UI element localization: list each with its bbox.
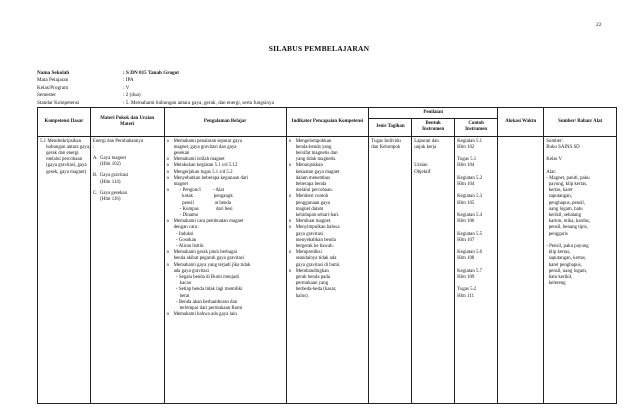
pengalaman-item-line: terlempar dari permukaan Bumi xyxy=(173,306,243,312)
sumber-line: saputangan, xyxy=(546,194,572,200)
bullet-icon: o xyxy=(166,312,170,318)
cell-kompetensi-dasar xyxy=(38,136,91,403)
bullet-icon: o xyxy=(166,219,170,225)
header-sumber: Sumber/ Bahan/ Alat xyxy=(544,108,617,137)
header-contoh-instrumen: Contoh Instrumen xyxy=(455,119,498,136)
sumber-line: kertas, karet xyxy=(546,188,573,194)
meta-value: : V xyxy=(123,84,130,91)
pengalaman-item-line: magnet xyxy=(173,182,188,188)
contoh-line: Kegiatan 5.4 xyxy=(457,213,483,219)
sumber-line: kerikil, sebatang xyxy=(546,213,582,219)
indikator-item-line: gaya gravitasi di bumi. xyxy=(295,262,341,268)
indikator-item xyxy=(289,139,367,164)
syllabus-table xyxy=(37,107,617,404)
meta-row-semester xyxy=(37,92,274,99)
materi-item-b: B. Gaya gravitasi xyxy=(92,173,129,179)
cell-bentuk-instrumen xyxy=(412,136,455,403)
sumber-line: batu kerikil, xyxy=(546,275,573,281)
contoh-line: Kegiatan 5.1 xyxy=(457,138,483,144)
pengalaman-item-line: Melakukan kegiatan 5.1 s/d 5.12 xyxy=(173,163,238,169)
pengalaman-item-line: - Kompas dari besi xyxy=(173,206,233,212)
meta-value: : 2 (dua) xyxy=(123,92,141,99)
pengalaman-item xyxy=(167,219,284,250)
meta-label: Mata Pelajaran xyxy=(37,77,69,84)
indikator-item xyxy=(289,225,367,250)
pengalaman-item-line: Memahami gerak jatuh berbagai xyxy=(173,250,237,256)
materi-intro: : xyxy=(92,144,95,150)
header-alokasi: Alokasi Waktu xyxy=(498,108,544,137)
pengalaman-item-line: kotak pengangk xyxy=(173,194,233,200)
kd-line: (gaya gravitasi, gaya xyxy=(40,163,87,169)
contoh-line: Hlm 102 xyxy=(457,144,475,150)
meta-label: Standar Kompetensi xyxy=(37,99,80,106)
pengalaman-item-line: - Penguncî - Alat xyxy=(173,188,224,194)
pengalaman-item-line: Memahami cara pembuatan magnet xyxy=(173,219,244,225)
pengalaman-item xyxy=(167,263,284,313)
sumber-line: karet penghapus, xyxy=(546,262,582,268)
contoh-line: Hlm 105 xyxy=(457,200,475,206)
contoh-line: Kegiatan 5.2 xyxy=(457,175,483,181)
cell-materi xyxy=(90,136,164,403)
jenis-line: dan Kelompok xyxy=(371,144,401,150)
kd-line: melalui percobaan xyxy=(40,157,83,163)
page-title: SILABUS PEMBELAJARAN xyxy=(268,44,370,53)
indikator-item xyxy=(289,194,367,219)
bullet-icon: o xyxy=(166,169,170,175)
cell-jenis-tagihan xyxy=(369,136,412,403)
sumber-line: Kelas V xyxy=(546,157,563,163)
materi-item-b-page: (Hlm 114) xyxy=(92,179,121,185)
indikator-item-line: Menunjukkan xyxy=(295,163,323,169)
header-materi: Materi Pokok dan Uraian Materi xyxy=(90,108,164,137)
contoh-line: Tugas 5.1 xyxy=(457,157,477,163)
pengalaman-item-line: - Aliran listrik xyxy=(173,244,204,250)
contoh-line: Hlm 107 xyxy=(457,237,475,243)
pengalaman-item-line: Menyebutkan beberapa kegunaan dari xyxy=(173,175,249,181)
bullet-icon: o xyxy=(166,250,170,256)
indikator-item-line: magnet dalam xyxy=(295,206,324,212)
indikator-item-line: permukaan yang xyxy=(295,281,329,287)
indikator-item-line: seandainya tidak ada xyxy=(295,256,337,262)
indikator-item xyxy=(289,269,367,300)
pengalaman-item-line: - Dinamo xyxy=(173,213,199,219)
meta-row-standard xyxy=(37,100,274,107)
contoh-line: Hlm 111 xyxy=(457,293,475,299)
indikator-item-line: Membandingkan xyxy=(295,268,329,274)
indikator-item-line: dalam menembus xyxy=(295,175,331,181)
materi-item-a-page: (Hlm 102) xyxy=(92,162,121,168)
indikator-item-line: Memberi contoh xyxy=(295,194,329,200)
contoh-line: Hlm 109 xyxy=(457,275,475,281)
header-pengalaman: Pengalaman Belajar xyxy=(164,108,286,137)
sumber-line: saputangan, kertas, xyxy=(546,256,587,262)
indikator-item-line: halus). xyxy=(295,293,309,299)
kd-line: hubungan antara gaya, xyxy=(40,144,91,150)
indikator-item-line: benda-benda yang xyxy=(295,144,332,150)
cell-indikator xyxy=(286,136,369,403)
materi-item-c-page: (Hlm 116) xyxy=(92,197,121,203)
bullet-icon: o xyxy=(166,188,170,194)
bullet-icon: o xyxy=(166,138,170,144)
header-indikator: Indikator Pencapaian Kompetensi xyxy=(286,108,369,137)
meta-value: : S DN 015 Tanah Grogot xyxy=(123,70,179,76)
bullet-icon: o xyxy=(288,194,292,200)
contoh-line: Tugas 5.2 xyxy=(457,287,477,293)
bentuk-line: Objektif xyxy=(414,169,431,175)
pengalaman-item-line: - Segala benda di Bumi menjadi xyxy=(173,275,239,281)
contoh-line: Kegiatan 5.3 xyxy=(457,194,483,200)
pengalaman-item-line: Mengerjakan tugas 5.1 s/d 5.2 xyxy=(173,169,233,175)
indikator-item-line: melalui percobaan. xyxy=(295,188,333,194)
bullet-icon: o xyxy=(166,163,170,169)
bentuk-line: unjuk kerja xyxy=(414,144,437,150)
indikator-item-line: beberapa benda xyxy=(295,182,327,188)
sumber-line: - Pensil, paku payung xyxy=(546,244,589,250)
pengalaman-item-line: - Setiap benda tidak lagi memiliki xyxy=(173,287,243,293)
sumber-line: pensil, uang logam, xyxy=(546,268,588,274)
kd-line: gesek, gaya magnet) xyxy=(40,169,87,175)
contoh-line: Hlm 104 xyxy=(457,163,475,169)
pengalaman-item-line: kacau xyxy=(173,281,192,287)
indikator-item-line: yang tidak magnetis. xyxy=(295,157,337,163)
pengalaman-item xyxy=(167,312,284,318)
sumber-line: penghapus, pensil, xyxy=(546,200,585,206)
pengalaman-item-line: Memahami penalaran seputar gaya xyxy=(173,138,242,144)
sumber-line: klip kertas, xyxy=(546,250,571,256)
indikator-item-line: Mengelompokkan xyxy=(295,138,332,144)
pengalaman-item-line: - Induksi xyxy=(173,231,194,237)
page-number: 22 xyxy=(596,22,602,28)
meta-value: : 5. Memahami hubungan antara gaya, gerak, dan energi, serta fungsinya xyxy=(123,99,274,106)
bullet-icon: o xyxy=(288,268,292,274)
pengalaman-item-line: - Benda akan berhamburan dan xyxy=(173,299,238,305)
cell-contoh-instrumen xyxy=(455,136,498,403)
materi-intro: Energi dan Perubahannya xyxy=(92,138,143,144)
materi-item-c: C. Gaya gesekan xyxy=(92,190,128,196)
sumber-line: Sumber: xyxy=(546,138,563,144)
indikator-item-line: bersifat magnetis dan xyxy=(295,151,338,157)
meta-label: Kelas/Program xyxy=(37,84,69,91)
meta-label: Semester xyxy=(37,92,57,99)
meta-row-school xyxy=(37,70,274,77)
sumber-line: uang logam, batu xyxy=(546,206,583,212)
indikator-item-line: gaya gravitasi xyxy=(295,231,324,237)
kd-line: gerak dan energi xyxy=(40,151,79,157)
indikator-item xyxy=(289,250,367,269)
contoh-line: Hlm 104 xyxy=(457,182,475,188)
cell-alokasi-waktu xyxy=(498,136,544,403)
header-jenis-tagihan: Jenis Tagihan xyxy=(369,119,412,136)
bullet-icon: o xyxy=(166,262,170,268)
kd-line: 5.1 Mendeskripsikan xyxy=(40,138,82,144)
meta-value: : IPA xyxy=(123,77,134,84)
sumber-line: karton, mika, kardus, xyxy=(546,219,591,225)
sumber-line: kelereng xyxy=(546,281,566,287)
pengalaman-item xyxy=(167,176,284,188)
pengalaman-item xyxy=(167,188,284,219)
bullet-icon: o xyxy=(288,163,292,169)
contoh-line: Hlm 106 xyxy=(457,219,475,225)
bentuk-line: Uraian xyxy=(414,163,428,169)
sumber-line: Buku SAINS SD xyxy=(546,144,580,150)
indikator-item-line: penggunaan gaya xyxy=(295,200,330,206)
pengalaman-item-line: benda akibat pegaruh gaya gravitasi xyxy=(173,256,244,262)
sumber-line: - Magnet, paniti, paku xyxy=(546,175,590,181)
pengalaman-item-line: - Gosokan xyxy=(173,237,197,243)
indikator-item-line: Memprediksi xyxy=(295,250,322,256)
meta-label: Nama Sekolah xyxy=(37,70,70,76)
contoh-line: Kegiatan 5.5 xyxy=(457,231,483,237)
bentuk-line: Laporan dan xyxy=(414,138,439,144)
indikator-item-line: menyebabkan benda xyxy=(295,237,336,243)
indikator-item xyxy=(289,163,367,194)
pengalaman-item-line: ada gaya gravitasi xyxy=(173,268,209,274)
bullet-icon: o xyxy=(288,219,292,225)
bullet-icon: o xyxy=(166,157,170,163)
indikator-item-line: Menyimpulkan bahwa xyxy=(295,225,340,231)
pengalaman-item-line: Memahami bahwa ada gaya lain xyxy=(173,312,237,318)
meta-row-subject xyxy=(37,77,274,84)
bullet-icon: o xyxy=(166,175,170,181)
materi-item-a: A. Gaya magnet xyxy=(92,156,126,162)
contoh-line: Kegiatan 5.6 xyxy=(457,250,483,256)
cell-sumber xyxy=(544,136,617,403)
pengalaman-item-line: pensil at benda xyxy=(173,200,232,206)
sumber-line: Alat: xyxy=(546,169,557,175)
sumber-line: pensil, benang tipis, xyxy=(546,225,588,231)
indikator-item-line: kekuatan gaya magnet xyxy=(295,169,340,175)
contoh-line: Kegiatan 5.7 xyxy=(457,268,483,274)
header-penilaian: Penilaian xyxy=(369,108,498,119)
pengalaman-item-line: Memahami gaya yang terjadi jika tidak xyxy=(173,262,251,268)
indikator-item-line: berbeda-beda (kasar, xyxy=(295,287,337,293)
pengalaman-item xyxy=(167,139,284,158)
sumber-line: payung, klip kertas, xyxy=(546,182,588,188)
indikator-item-line: Membuat magnet. xyxy=(295,219,332,225)
table-row xyxy=(38,136,617,403)
bullet-icon: o xyxy=(288,225,292,231)
bullet-icon: o xyxy=(288,138,292,144)
contoh-line: Hlm 108 xyxy=(457,256,475,262)
header-kompetensi-dasar: Kompetensi Dasar xyxy=(38,108,91,137)
pengalaman-item-line: berat xyxy=(173,293,190,299)
header-bentuk-instrumen: Bentuk Instrumen xyxy=(412,119,455,136)
pengalaman-item-line: gesekan xyxy=(173,151,190,157)
cell-pengalaman xyxy=(164,136,286,403)
pengalaman-item xyxy=(167,250,284,262)
jenis-line: Tugas Individu xyxy=(371,138,401,144)
sumber-line: penggaris xyxy=(546,231,568,237)
pengalaman-item-line: Memahami istilah magnet xyxy=(173,157,225,163)
indikator-item-line: bergerak ke bawah. xyxy=(295,244,334,250)
pengalaman-item-line: dengan cara : xyxy=(173,225,200,231)
indikator-item-line: kehidupan sehari-hari. xyxy=(295,213,340,219)
school-info xyxy=(37,70,274,107)
indikator-item-line: gerak benda pada xyxy=(295,275,330,281)
pengalaman-item-line: magnet, gaya gravitasi dan gaya xyxy=(173,144,237,150)
meta-row-class xyxy=(37,85,274,92)
bullet-icon: o xyxy=(288,250,292,256)
